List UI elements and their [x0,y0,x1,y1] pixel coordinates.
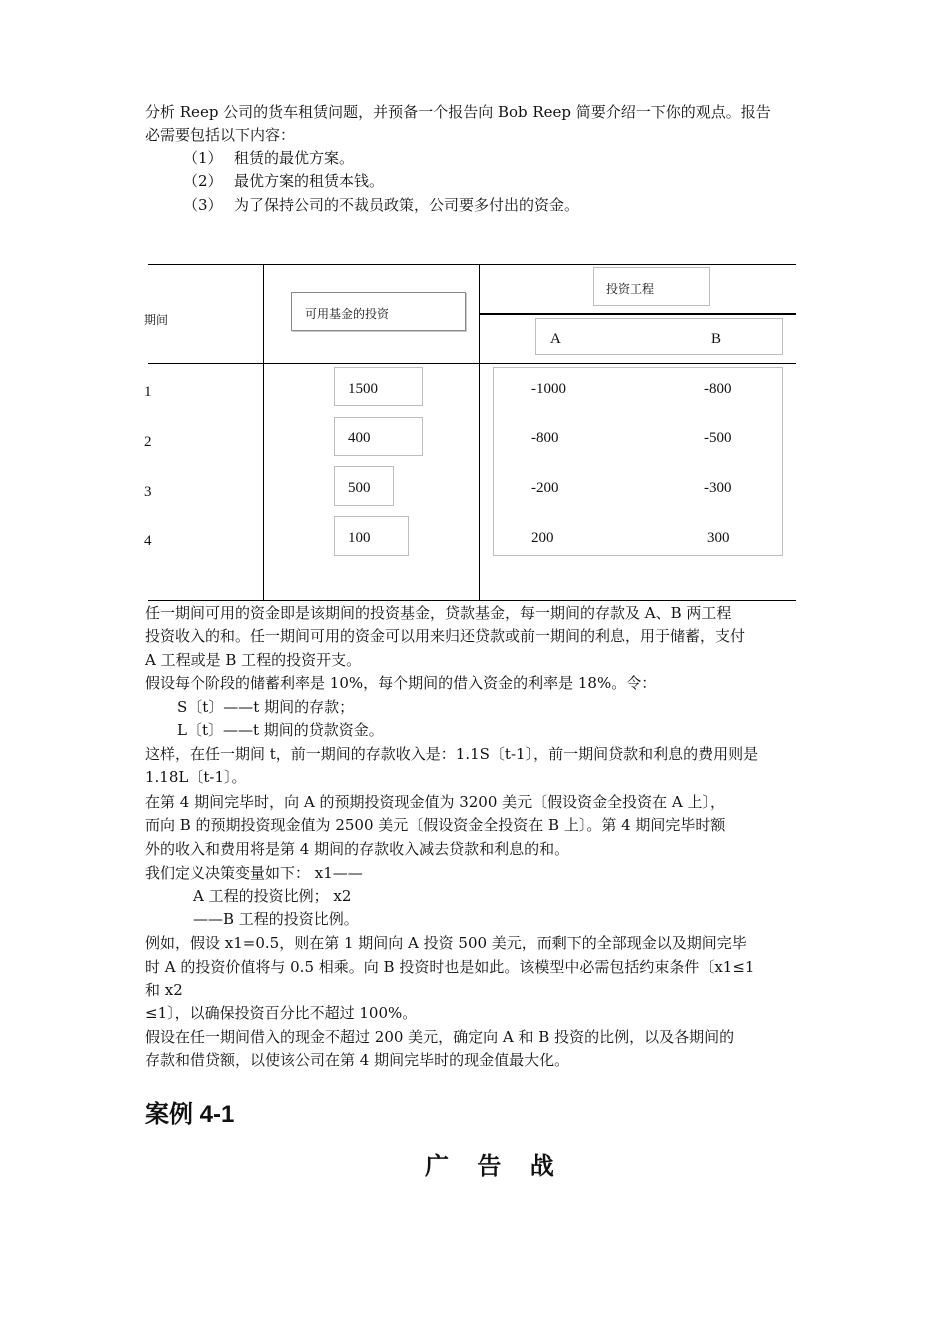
cell-a: 200 [531,530,554,546]
cell-b: -500 [704,430,732,446]
intro-line-2: 必需要包括以下内容： [145,126,296,144]
header-funds: 可用基金的投资 [305,307,390,321]
list-item-num: （2） [183,172,223,190]
paragraph-line: S〔t〕——t 期间的存款； [177,698,355,716]
cell-funds: 500 [348,480,371,496]
paragraph-line: 例如，假设 x1=0.5，则在第 1 期间向 A 投资 500 美元，而剩下的全部现金以及期间完毕 [145,934,747,952]
cell-period: 2 [144,434,152,450]
paragraph-line: ——B 工程的投资比例。 [193,910,359,928]
table-bottom-rule [148,600,796,601]
case-title: 广 告 战 [425,1152,564,1180]
cell-a: -1000 [531,381,566,397]
cell-a: -200 [531,480,559,496]
list-item-num: （3） [183,196,223,214]
paragraph-line: A 工程的投资比例； x2 [193,887,352,905]
table-header-rule [148,363,796,364]
cell-period: 4 [144,533,152,549]
paragraph-line: 时 A 的投资价值将与 0.5 相乘。向 B 投资时也是如此。该模型中必需包括约束条件〔x1≤1 [145,958,755,976]
paragraph-line: L〔t〕——t 期间的贷款资金。 [177,721,384,739]
header-a: A [550,331,561,347]
paragraph-line: 假设在任一期间借入的现金不超过 200 美元，确定向 A 和 B 投资的比例，以及各期间的 [145,1028,735,1046]
intro-line-1: 分析 Reep 公司的货车租赁问题，并预备一个报告向 Bob Reep 简要介绍一下你的观点。报告 [145,103,771,121]
paragraph-line: 这样，在任一期间 t，前一期间的存款收入是：1.1S〔t-1〕，前一期间贷款和利息的费用则是 [145,745,759,763]
paragraph-line: 存款和借贷额，以使该公司在第 4 期间完毕时的现金值最大化。 [145,1051,570,1069]
cell-b: 300 [707,530,730,546]
paragraph-line: 我们定义决策变量如下： x1—— [145,864,363,882]
cell-funds: 100 [348,530,371,546]
paragraph-line: A 工程或是 B 工程的投资开支。 [145,651,362,669]
paragraph-line: ≤1〕，以确保投资百分比不超过 100%。 [145,1004,418,1022]
list-item-num: （1） [183,149,223,167]
cell-b: -300 [704,480,732,496]
cell-period: 1 [144,384,152,400]
cell-a: -800 [531,430,559,446]
paragraph-line: 假设每个阶段的储蓄利率是 10%，每个期间的借入资金的利率是 18%。令： [145,674,657,692]
cell-funds-box [334,516,409,556]
paragraph-line: 和 x2 [145,981,183,999]
case-heading: 案例 4-1 [145,1101,235,1128]
paragraph-line: 在第 4 期间完毕时，向 A 的预期投资现金值为 3200 美元〔假设资金全投资在 A 上〕， [145,793,726,811]
header-ab-box [535,318,783,355]
table-col-divider [479,264,480,601]
header-b: B [711,331,722,347]
cell-funds: 1500 [348,381,378,397]
paragraph-line: 任一期间可用的资金即是该期间的投资基金，贷款基金，每一期间的存款及 A、B 两工程 [145,604,732,622]
list-item-text: 最优方案的租赁本钱。 [234,172,385,190]
table-top-rule [148,264,796,265]
table-col-divider [263,264,264,601]
header-period: 期间 [144,313,169,327]
cell-b: -800 [704,381,732,397]
paragraph-line: 1.18L〔t-1〕。 [145,768,247,786]
cell-period: 3 [144,484,152,500]
list-item-text: 为了保持公司的不裁员政策，公司要多付出的资金。 [234,196,580,214]
table-subheader-rule [479,313,796,315]
list-item-text: 租赁的最优方案。 [234,149,355,167]
cell-funds: 400 [348,430,371,446]
paragraph-line: 外的收入和费用将是第 4 期间的存款收入减去贷款和利息的和。 [145,840,570,858]
paragraph-line: 而向 B 的预期投资现金值为 2500 美元〔假设资金全投资在 B 上〕。第 4 期间完毕时额 [145,816,726,834]
paragraph-line: 投资收入的和。任一期间可用的资金可以用来归还贷款或前一期间的利息，用于储蓄，支付 [145,627,746,645]
header-projects: 投资工程 [606,282,655,296]
